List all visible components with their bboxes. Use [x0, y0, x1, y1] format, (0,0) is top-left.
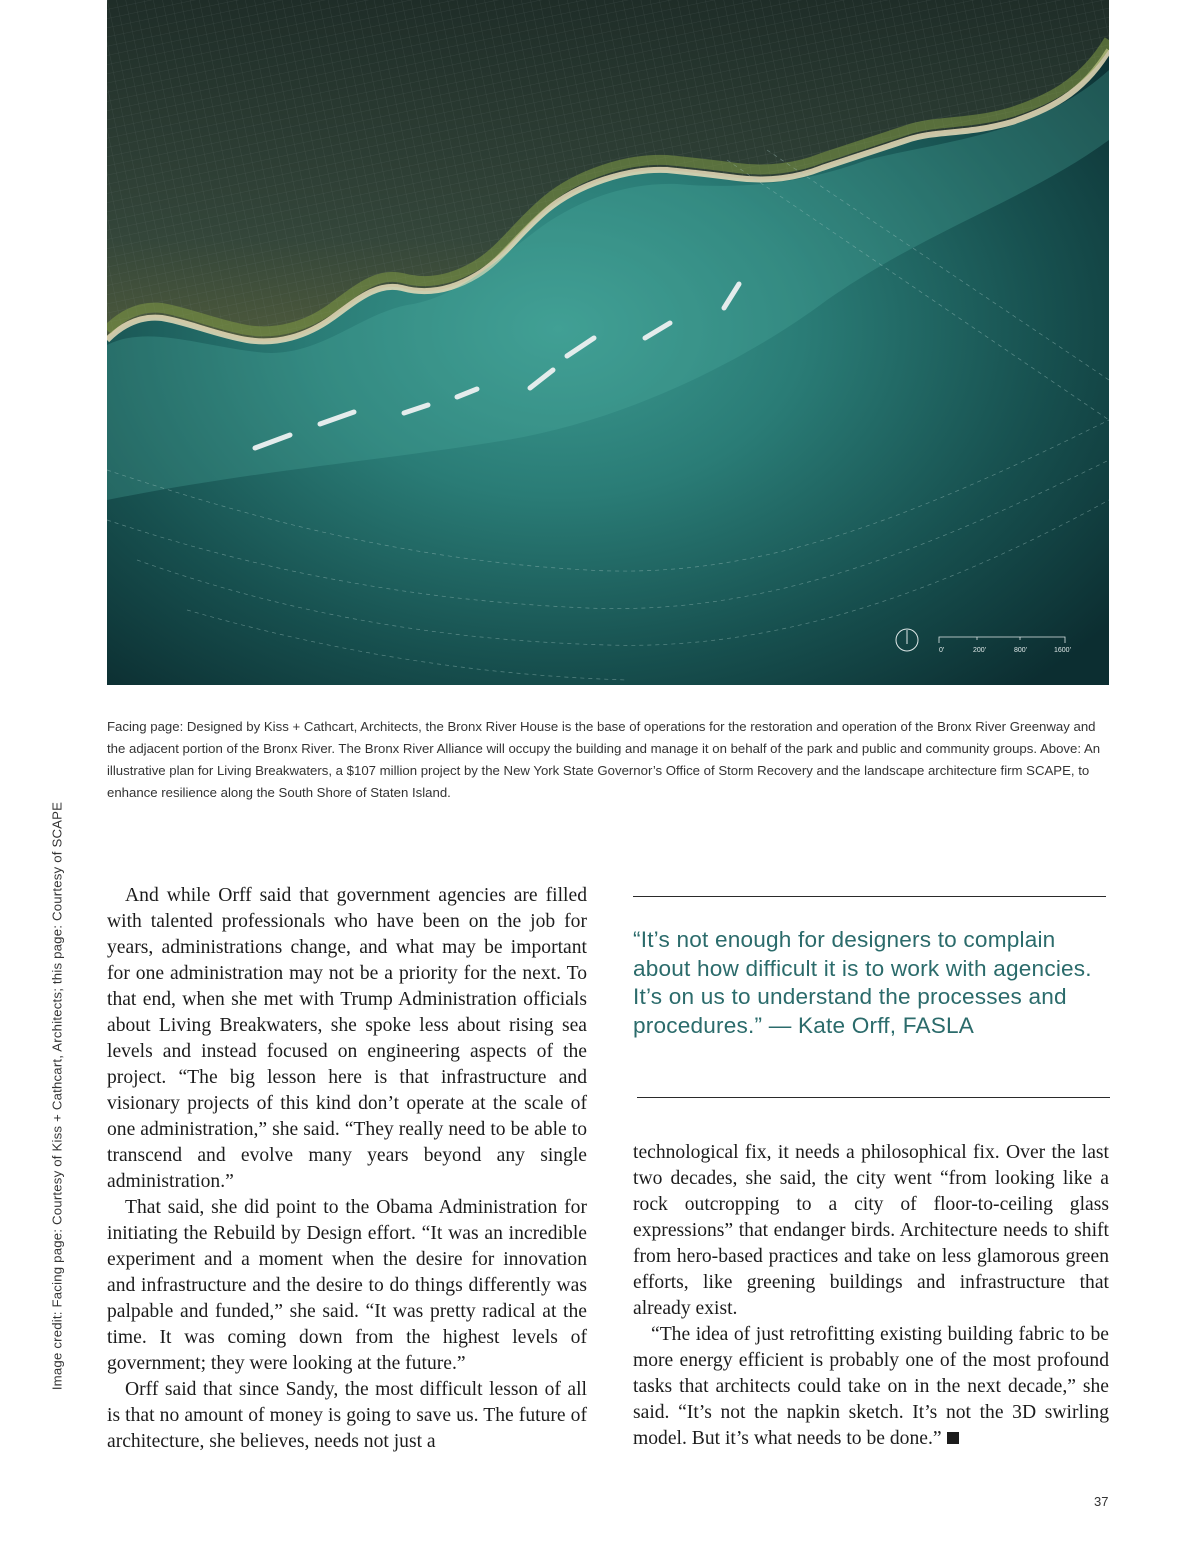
- pull-quote-bottom-rule: [637, 1097, 1110, 1098]
- scale-label: 200': [973, 647, 987, 654]
- article-right-column: [633, 1140, 1109, 1452]
- page-number: 37: [1094, 1494, 1109, 1509]
- scale-label: 800': [1014, 647, 1028, 654]
- paragraph: [633, 1322, 1109, 1452]
- image-caption: Facing page: Designed by Kiss + Cathcart, Architects, the Bronx River House is the base of operations for the restoration and operation of the Bronx River Greenway and the adjacent portion of the Bronx River. The Bronx River Alliance will occupy the building and manage it on behalf of the park and public and community groups. Above: An illustrative plan for Living Breakwaters, a $107 million project by the New York State Governor’s Office of Storm Recovery and the landscape architecture firm SCAPE, to enhance resilience along the South Shore of Staten Island.: [107, 719, 1101, 800]
- paragraph: And while Orff said that government agencies are filled with talented professionals who have been on the job for years, administrations change, and what may be important for one administration may not be a priority for the next. To that end, when she met with Trump Administration officials about Living Breakwaters, she spoke less about rising sea levels and instead focused on engineering aspects of the project. “The big lesson here is that infrastructure and visionary projects of this kind don’t operate at the scale of one administration,” she said. “They really need to be able to transcend and evolve many years beyond any single administration.”: [107, 885, 587, 1192]
- pull-quote-top-rule: [633, 896, 1106, 897]
- article-left-column: [107, 883, 587, 1455]
- paragraph: Orff said that since Sandy, the most difficult lesson of all is that no amount of money is going to save us. The future of architecture, she believes, needs not just a: [107, 1379, 587, 1452]
- living-breakwaters-illustration: [107, 0, 1109, 685]
- scale-label: 0': [939, 647, 945, 654]
- end-mark-icon: [947, 1432, 959, 1444]
- pull-quote: “It’s not enough for designers to complain about how difficult it is to work with agencies. It’s on us to understand the processes and procedures.” — Kate Orff, FASLA: [633, 927, 1092, 1039]
- aerial-plan-image: [107, 0, 1109, 685]
- paragraph: technological fix, it needs a philosophical fix. Over the last two decades, she said, the city went “from looking like a rock outcropping to a city of floor-to-ceiling glass expressions” that endanger birds. Architecture needs to shift from hero-based practices and take on less glamorous green efforts, like greening buildings and infrastructure that already exist.: [633, 1142, 1109, 1319]
- paragraph-text: “The idea of just retrofitting existing building fabric to be more energy efficient is probably one of the most profound tasks that architects could take on in the next decade,” she said. “It’s not the napkin sketch. It’s not the 3D swirling model. But it’s what needs to be done.”: [633, 1324, 1109, 1449]
- paragraph: That said, she did point to the Obama Administration for initiating the Rebuild by Design effort. “It was an incredible experiment and a moment when the desire for innovation and infrastructure and the desire to do things differently was palpable and funded,” she said. “It was pretty radical at the time. It was coming down from the highest levels of government; they were looking at the future.”: [107, 1197, 587, 1374]
- scale-label: 1600': [1054, 647, 1071, 654]
- image-credit: Image credit: Facing page: Courtesy of Kiss + Cathcart, Architects; this page: Courtesy of SCAPE: [49, 801, 65, 1391]
